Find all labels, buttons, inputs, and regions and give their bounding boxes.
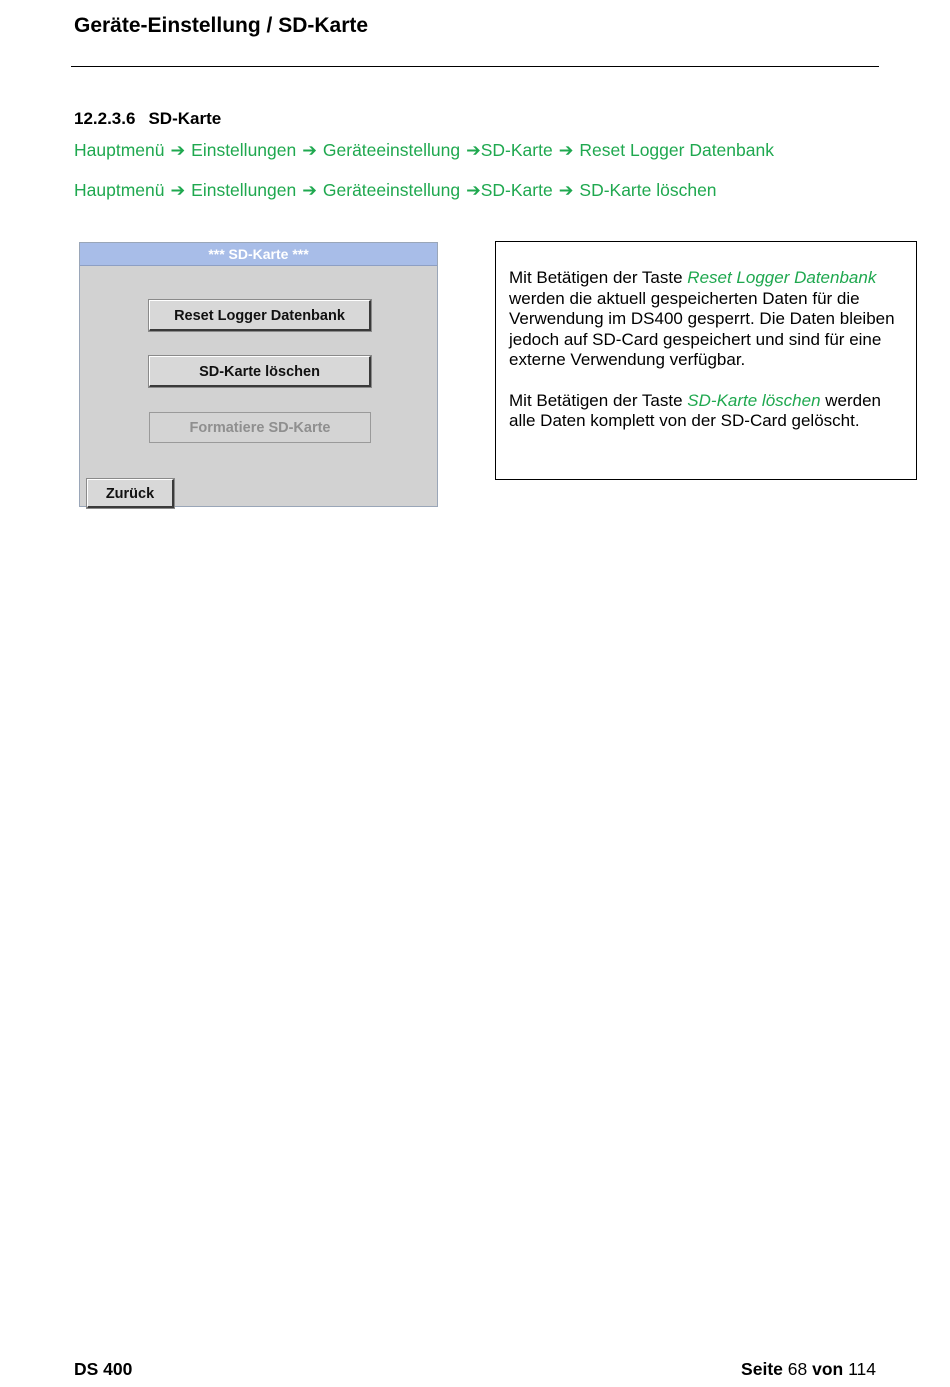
- arrow-right-icon: ➔: [558, 180, 574, 200]
- footer-current-page: 68: [787, 1359, 808, 1379]
- arrow-right-icon: ➔: [170, 180, 186, 200]
- info-box: [495, 241, 917, 480]
- nav-step: Einstellungen: [191, 140, 297, 160]
- section-number: 12.2.3.6: [74, 109, 136, 128]
- page-header-title: Geräte-Einstellung / SD-Karte: [74, 14, 369, 37]
- device-title-bar: *** SD-Karte ***: [80, 243, 437, 266]
- arrow-right-icon: ➔: [558, 140, 574, 160]
- reset-logger-database-button[interactable]: Reset Logger Datenbank: [149, 300, 371, 331]
- navigation-path-reset: [74, 140, 774, 161]
- arrow-right-icon: ➔: [466, 180, 481, 200]
- arrow-right-icon: ➔: [466, 140, 481, 160]
- info-text: werden die aktuell gespeicherten Daten für die Verwendung im DS400 gesperrt. Die Daten bleiben jedoch auf SD-Card gespeichert und sind für eine externe Verwendung verfügbar.: [509, 288, 895, 369]
- footer-of-label: von: [812, 1359, 844, 1379]
- delete-sd-card-button[interactable]: SD-Karte löschen: [149, 356, 371, 387]
- arrow-right-icon: ➔: [302, 140, 317, 160]
- section-title: SD-Karte: [148, 109, 222, 128]
- info-highlight-reset: Reset Logger Datenbank: [687, 268, 877, 287]
- back-button[interactable]: Zurück: [87, 479, 174, 508]
- info-text: werden alle Daten komplett von der SD-Card gelöscht.: [509, 390, 882, 430]
- device-screenshot-sd-card: [79, 242, 438, 507]
- footer-total-pages: 114: [848, 1359, 876, 1379]
- nav-step: Hauptmenü: [74, 180, 165, 200]
- nav-step: Reset Logger Datenbank: [579, 140, 774, 160]
- nav-step: SD-Karte löschen: [579, 180, 717, 200]
- section-heading: [74, 109, 221, 129]
- nav-step: Geräteeinstellung: [322, 180, 461, 200]
- arrow-right-icon: ➔: [302, 180, 317, 200]
- format-sd-card-button[interactable]: Formatiere SD-Karte: [149, 412, 371, 443]
- nav-step: SD-Karte: [480, 180, 553, 200]
- info-text: Mit Betätigen der Taste: [509, 390, 688, 410]
- nav-step: Hauptmenü: [74, 140, 165, 160]
- navigation-path-delete: [74, 180, 717, 201]
- nav-step: Geräteeinstellung: [322, 140, 461, 160]
- info-highlight-delete: SD-Karte löschen: [687, 390, 821, 410]
- info-paragraph-reset: [509, 268, 904, 371]
- footer-product-name: DS 400: [74, 1359, 133, 1379]
- nav-step: Einstellungen: [191, 180, 297, 200]
- info-text: Mit Betätigen der Taste: [509, 268, 688, 287]
- arrow-right-icon: ➔: [170, 140, 186, 160]
- header-divider: [71, 66, 879, 67]
- footer-page-number: [741, 1359, 876, 1380]
- footer-page-label: Seite: [741, 1359, 783, 1379]
- info-paragraph-delete: [509, 391, 904, 432]
- nav-step: SD-Karte: [480, 140, 553, 160]
